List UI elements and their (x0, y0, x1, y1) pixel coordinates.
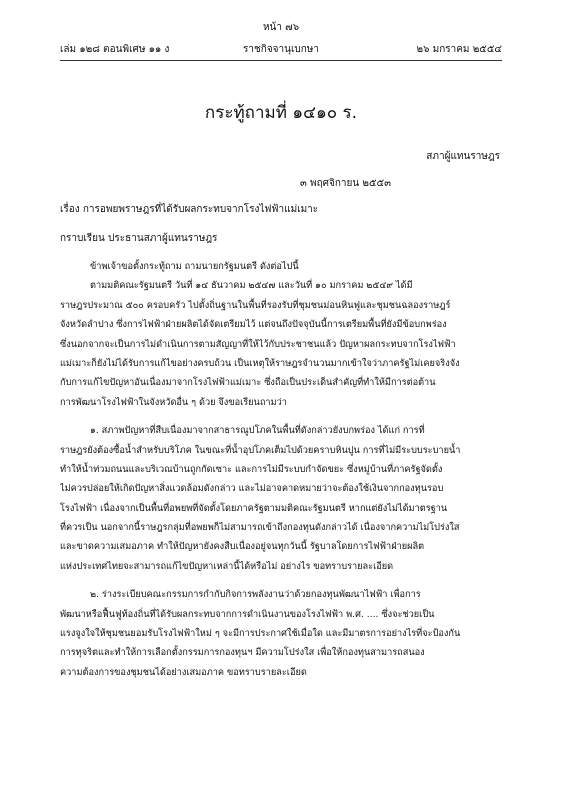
publish-date: ๒๖ มกราคม ๒๕๕๔ (416, 44, 502, 55)
addressee-line: กราบเรียน ประธานสภาผู้แทนราษฎร (60, 233, 218, 244)
body-line: ราษฎรยังต้องซื้อน้ำสำหรับบริโภค ในขณะที่น้ำอุปโภคเต็มไปด้วยคราบหินปูน การที่ไม่มีระบบระบายน้ำ (60, 444, 461, 456)
body-line: ซึ่งนอกจากจะเป็นการไม่ดำเนินการตามสัญญาที่ให้ไว้กับประชาชนแล้ว ปัญหาผลกระทบจากโรงไฟฟ้า (60, 338, 456, 350)
header-divider (60, 60, 502, 61)
document-title: กระทู้ถามที่ ๑๔๑๐ ร. (204, 103, 358, 123)
body-line: กับการแก้ไขปัญหาอันเนื่องมาจากโรงไฟฟ้าแม่เมาะ ซึ่งถือเป็นประเด็นสำคัญที่ทำให้มีการต่อต้าน (60, 377, 436, 389)
body-line: แห่งประเทศไทยจะสามารถแก้ไขปัญหาเหล่านี้ได้หรือไม่ อย่างไร ขอทราบรายละเอียด (60, 560, 394, 572)
volume-issue: เล่ม ๑๒๘ ตอนพิเศษ ๑๑ ง (60, 44, 170, 55)
page-number: หน้า ๗๖ (262, 22, 300, 33)
document-body (60, 257, 502, 682)
document-date: ๓ พฤศจิกายน ๒๕๕๓ (300, 178, 391, 189)
body-line: ๑. สภาพปัญหาที่สืบเนื่องมาจากสาธารณูปโภคในพื้นที่ดังกล่าวยังบกพร่อง ได้แก่ การที่ (90, 425, 425, 437)
body-line: ราษฎรประมาณ ๕๐๐ ครอบครัว ไปตั้งถิ่นฐานในพื้นที่รองรับที่ชุมชนม่อนหินฟูและชุมชนฉลองราษฎร์ (60, 299, 451, 311)
publication-name: ราชกิจจานุเบกษา (242, 44, 320, 55)
body-line: และขาดความเสมอภาค ทำให้ปัญหายังคงสืบเนื่องอยู่จนทุกวันนี้ รัฐบาลโดยการไฟฟ้าฝ่ายผลิต (60, 541, 425, 553)
body-line: โรงไฟฟ้า เนื่องจากเป็นพื้นที่อพยพที่จัดตั้งโดยภาครัฐตามมติคณะรัฐมนตรี หากแต่ยังไม่ได้มาตรฐาน (60, 502, 448, 514)
organization: สภาผู้แทนราษฎร (426, 151, 500, 162)
gazette-header (60, 42, 502, 56)
body-line: ไม่ควรปล่อยให้เกิดปัญหาสิ่งแวดล้อมดังกล่าว และไม่อาจคาดหมายว่าจะต้องใช้เงินจากกองทุนรอบ (60, 483, 444, 495)
body-line: จังหวัดลำปาง ซึ่งการไฟฟ้าฝ่ายผลิตได้จัดเตรียมไว้ แต่จนถึงปัจจุบันนี้การเตรียมพื้นที่ยังมีข้อบกพร่อง (60, 319, 447, 331)
body-line: ตามมติคณะรัฐมนตรี วันที่ ๑๔ ธันวาคม ๒๕๔๗ และวันที่ ๑๐ มกราคม ๒๕๔๙ ได้มี (90, 280, 413, 292)
body-line: ทำให้น้ำท่วมถนนและบริเวณบ้านถูกกัดเซาะ และการไม่มีระบบกำจัดขยะ ซึ่งหมู่บ้านที่ภาครัฐจัดตั้ง (60, 463, 443, 475)
body-line: แม่เมาะก็ยังไม่ได้รับการแก้ไขอย่างครบถ้วน เป็นเหตุให้ราษฎรจำนวนมากเข้าใจว่าภาครัฐไม่เคยจริงจัง (60, 357, 460, 369)
body-line: ข้าพเจ้าขอตั้งกระทู้ถาม ถามนายกรัฐมนตรี ดังต่อไปนี้ (90, 261, 299, 272)
body-line: แรงจูงใจให้ชุมชนยอมรับโรงไฟฟ้าใหม่ ๆ จะมีการประกาศใช้เมื่อใด และมีมาตรการอย่างไรที่จะป้องกัน (60, 628, 461, 640)
body-line: พัฒนาหรือฟื้นฟูท้องถิ่นที่ได้รับผลกระทบจากการดำเนินงานของโรงไฟฟ้า พ.ศ. .... ซึ่งจะช่วยเป็น (60, 608, 435, 620)
body-line: การพัฒนาโรงไฟฟ้าในจังหวัดอื่น ๆ ด้วย จึงขอเรียนถามว่า (60, 396, 287, 408)
subject-line: เรื่อง การอพยพราษฎรที่ได้รับผลกระทบจากโรงไฟฟ้าแม่เมาะ (60, 204, 319, 215)
body-line: ๒. ร่างระเบียบคณะกรรมการกำกับกิจการพลังงานว่าด้วยกองทุนพัฒนาไฟฟ้า เพื่อการ (90, 589, 421, 601)
body-line: ความต้องการของชุมชนได้อย่างเสมอภาค ขอทราบรายละเอียด (60, 666, 307, 678)
body-line: การทุจริตและทำให้การเลือกตั้งกรรมการกองทุนฯ มีความโปร่งใส เพื่อให้กองทุนสามารถสนอง (60, 647, 425, 659)
body-line: ที่ควรเป็น นอกจากนี้ราษฎรกลุ่มที่อพยพก็ไม่สามารถเข้าถึงกองทุนดังกล่าวได้ เนื่องจากความไม่โปร่งใส (60, 522, 460, 534)
